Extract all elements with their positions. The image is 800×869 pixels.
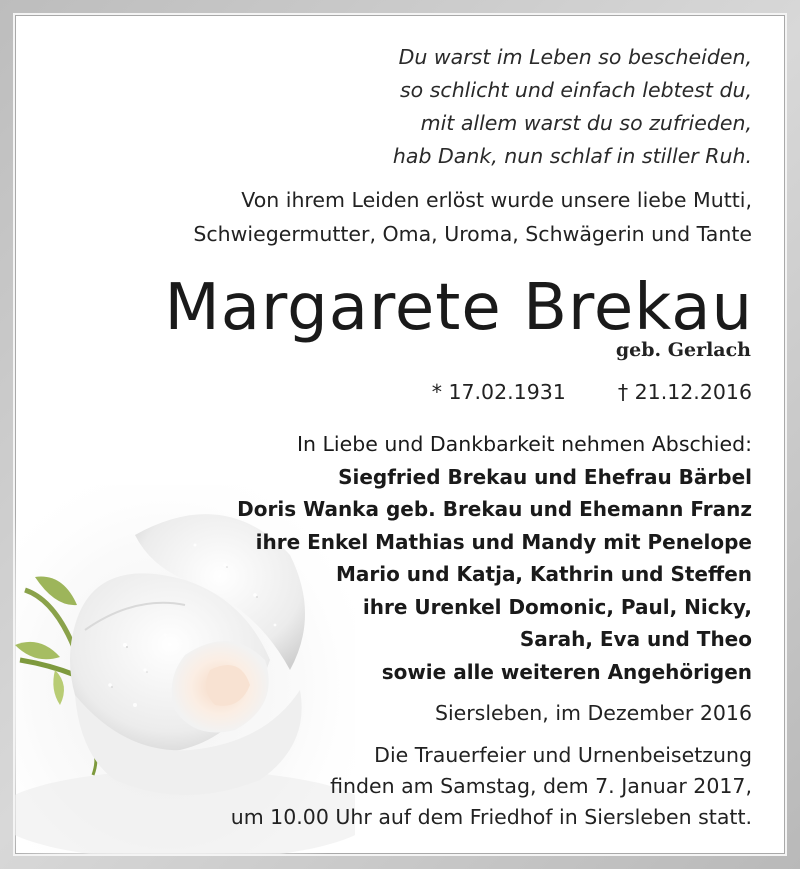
- deceased-name: Margarete Brekau: [164, 271, 753, 345]
- poem-line: Du warst im Leben so bescheiden,: [398, 45, 752, 69]
- intro-text: [193, 183, 752, 251]
- intro-line: Von ihrem Leiden erlöst wurde unsere liebe Mutti,: [241, 188, 752, 212]
- mourner-line: Siegfried Brekau und Ehefrau Bärbel: [338, 464, 752, 489]
- mourner-line: ihre Enkel Mathias und Mandy mit Penelope: [255, 529, 752, 554]
- intro-line: Schwiegermutter, Oma, Uroma, Schwägerin und Tante: [193, 222, 752, 246]
- farewell-lead: In Liebe und Dankbarkeit nehmen Abschied:: [296, 432, 752, 456]
- mourner-line: sowie alle weiteren Angehörigen: [381, 659, 752, 684]
- death-date: † 21.12.2016: [617, 380, 752, 404]
- place-and-date: Siersleben, im Dezember 2016: [434, 701, 752, 725]
- poem-line: so schlicht und einfach lebtest du,: [400, 78, 752, 102]
- mourner-line: Mario und Katja, Kathrin und Steffen: [335, 562, 752, 586]
- mourner-line: ihre Urenkel Domonic, Paul, Nicky,: [362, 594, 752, 619]
- ceremony-line: finden am Samstag, dem 7. Januar 2017,: [330, 774, 752, 798]
- ceremony-line: Die Trauerfeier und Urnenbeisetzung: [374, 743, 752, 767]
- mourner-line: Sarah, Eva und Theo: [519, 627, 752, 651]
- poem-line: mit allem warst du so zufrieden,: [420, 111, 752, 135]
- life-dates: [432, 380, 752, 404]
- poem-line: hab Dank, nun schlaf in stiller Ruh.: [392, 144, 752, 168]
- birth-date: * 17.02.1931: [431, 380, 566, 404]
- farewell-block: [237, 428, 752, 688]
- ceremony-line: um 10.00 Uhr auf dem Friedhof in Siersleben statt.: [230, 805, 752, 829]
- mourner-line: Doris Wanka geb. Brekau und Ehemann Franz: [237, 497, 752, 521]
- ceremony-info: [231, 740, 752, 833]
- poem-verse: [393, 41, 752, 173]
- birth-name: geb. Gerlach: [615, 339, 751, 361]
- obituary-card: [15, 15, 785, 854]
